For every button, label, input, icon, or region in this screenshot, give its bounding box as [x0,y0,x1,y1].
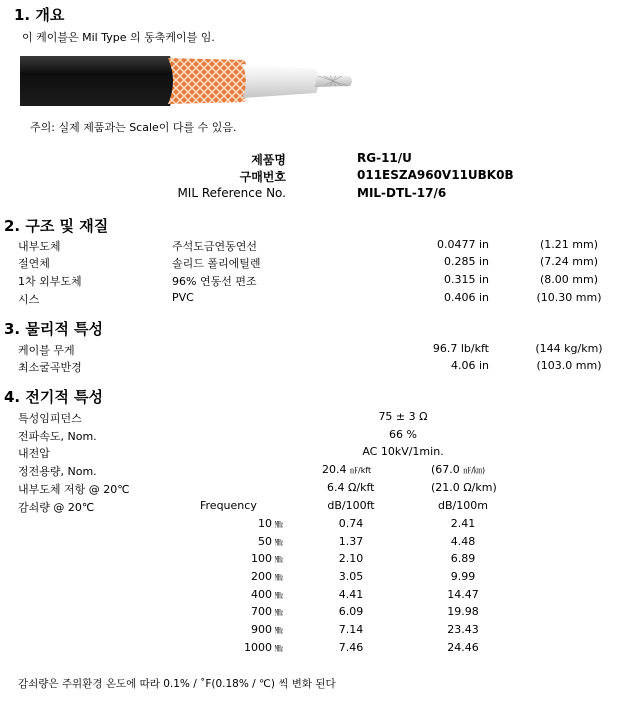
structure-row-material: 96% 연동선 편조 [172,275,257,288]
capacitance-label: 정전용량, Nom. [18,465,97,478]
structure-row-name: 1차 외부도체 [18,275,82,288]
freq-unit: ㎒ [275,573,283,582]
freq-unit: ㎒ [275,538,283,547]
freq-value: 200 [251,570,272,583]
structure-row-material: 주석도금연동연선 [172,240,258,253]
atten-ft-value: 4.41 [338,588,364,601]
freq-unit: ㎒ [275,591,283,600]
freq-unit: ㎒ [275,626,283,635]
physical-row-value2: (103.0 mm) [536,359,602,372]
structure-row-mm: (10.30 mm) [536,291,602,304]
section-title-electrical: 4. 전기적 특성 [4,388,104,406]
electrical-row-value: 75 ± 3 Ω [378,410,428,423]
atten-m-value: 6.89 [450,552,476,565]
atten-ft-value: 2.10 [338,552,364,565]
structure-row-mm: (7.24 mm) [539,255,598,268]
atten-m-value: 23.43 [447,623,479,636]
physical-row-value1: 4.06 in [450,359,489,372]
atten-m-value: 9.99 [450,570,476,583]
scale-note: 주의: 실제 제품과는 Scale이 다를 수 있음. [30,121,237,134]
physical-row-name: 최소굴곡반경 [18,361,82,374]
resistance-label: 내부도체 저항 @ 20℃ [18,483,130,496]
atten-m-value: 2.41 [450,517,476,530]
capacitance-ft-unit: ㎋/kft [350,466,372,475]
structure-row-material: PVC [172,291,194,304]
atten-ft-value: 3.05 [338,570,364,583]
section-title-physical: 3. 물리적 특성 [4,320,104,338]
structure-row-inch: 0.285 in [443,255,489,268]
structure-row-mm: (1.21 mm) [539,238,598,251]
attenuation-footnote: 감쇠량은 주위환경 온도에 따라 0.1% / ˚F(0.18% / ℃) 씩 변화 된다 [18,678,336,690]
cable-cross-section-image [20,52,360,110]
purchase-number-value: 011ESZA960V11UBK0B [357,168,514,182]
physical-row-name: 케이블 무게 [18,344,75,357]
capacitance-m-unit: ㎋/㎞) [463,466,486,475]
overview-description: 이 케이블은 Mil Type 의 동축케이블 임. [22,31,215,44]
freq-unit: ㎒ [275,644,283,653]
attenuation-label: 감쇠량 @ 20℃ [18,501,95,514]
structure-row-name: 절연체 [18,257,50,270]
structure-row-name: 내부도체 [18,240,61,253]
freq-value: 1000 [244,641,272,654]
electrical-row-value: AC 10kV/1min. [362,445,444,458]
freq-unit: ㎒ [275,555,283,564]
freq-unit: ㎒ [275,608,283,617]
freq-value: 50 [258,535,272,548]
purchase-number-label: 구매번호 [239,170,286,184]
electrical-row-value: 66 % [389,428,417,441]
atten-ft-value: 7.46 [338,641,364,654]
braid-shape [168,58,248,104]
section-title-overview: 1. 개요 [14,6,65,24]
structure-row-inch: 0.406 in [443,291,489,304]
atten-m-value: 24.46 [447,641,479,654]
capacitance-m-number: (67.0 [431,463,460,476]
electrical-row-name: 특성임피던스 [18,412,82,425]
db-per-100ft-header: dB/100ft [327,499,375,512]
freq-value: 900 [251,623,272,636]
freq-value: 10 [258,517,272,530]
freq-unit: ㎒ [275,520,283,529]
insulation-shape [242,64,319,98]
resistance-ft-value: 6.4 Ω/kft [327,481,375,494]
electrical-row-name: 전파속도, Nom. [18,430,97,443]
mil-reference-value: MIL-DTL-17/6 [357,186,447,200]
structure-row-inch: 0.0477 in [436,238,489,251]
structure-row-inch: 0.315 in [443,273,489,286]
frequency-header: Frequency [200,499,257,512]
atten-m-value: 14.47 [447,588,479,601]
section-title-structure: 2. 구조 및 재질 [4,217,109,235]
atten-m-value: 4.48 [450,535,476,548]
product-name-label: 제품명 [251,153,286,167]
resistance-m-value: (21.0 Ω/km) [431,481,497,494]
physical-row-value2: (144 kg/km) [535,342,603,355]
physical-row-value1: 96.7 lb/kft [432,342,489,355]
atten-ft-value: 6.09 [338,605,364,618]
structure-row-name: 시스 [18,293,40,306]
mil-reference-label: MIL Reference No. [177,186,286,200]
freq-value: 400 [251,588,272,601]
jacket-shape [20,56,175,106]
capacitance-ft-number: 20.4 [322,463,347,476]
capacitance-m-value [431,463,485,476]
atten-ft-value: 0.74 [338,517,364,530]
db-per-100m-header: dB/100m [438,499,488,512]
freq-value: 100 [251,552,272,565]
capacitance-ft-value [322,463,371,476]
structure-row-mm: (8.00 mm) [539,273,598,286]
atten-ft-value: 1.37 [338,535,364,548]
structure-row-material: 솔리드 폴리에틸렌 [172,257,261,270]
product-name-value: RG-11/U [357,151,412,165]
freq-value: 700 [251,605,272,618]
electrical-row-name: 내전압 [18,447,50,460]
atten-ft-value: 7.14 [338,623,364,636]
atten-m-value: 19.98 [447,605,479,618]
